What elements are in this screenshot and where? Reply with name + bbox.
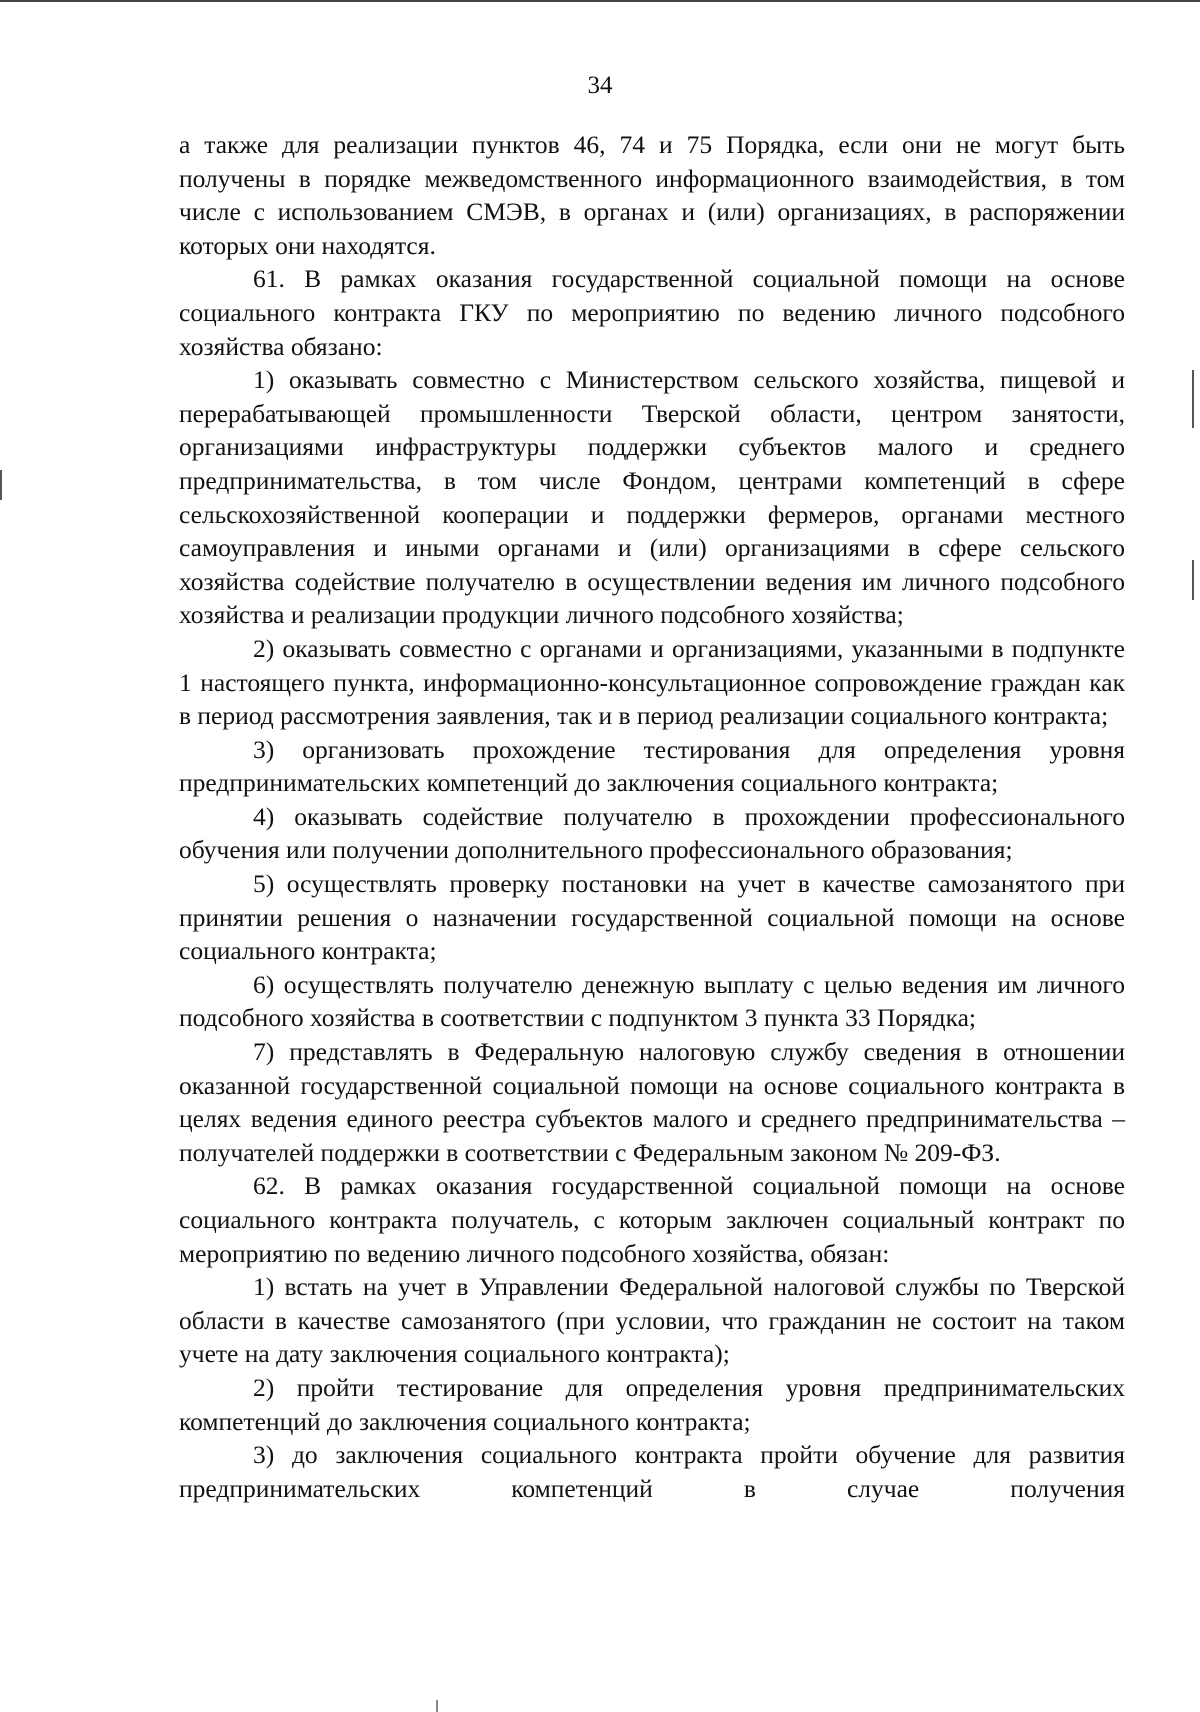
paragraph-62-item-2: 2) пройти тестирование для определения уровня предпринимательских компетенций до заключения социального контракта; xyxy=(179,1372,1125,1436)
paragraph-61-item-3: 3) организовать прохождение тестирования для определения уровня предпринимательских компетенций до заключения социального контракта; xyxy=(179,734,1125,798)
paragraph-61-item-2: 2) оказывать совместно с органами и организациями, указанными в подпункте 1 настоящего пункта, информационно-консультационное сопровождение граждан как в период рассмотрения заявления, так и в период реализации социального контракта; xyxy=(179,633,1125,731)
scan-left-mark xyxy=(0,470,2,500)
paragraph-61-item-7: 7) представлять в Федеральную налоговую службу сведения в отношении оказанной государственной социальной помощи на основе социального контракта в целях ведения единого реестра субъектов малого и среднего предпринимательства – получателей поддержки в соответствии с Федеральным законом № 209-ФЗ. xyxy=(179,1037,1125,1167)
paragraph-61-item-6: 6) осуществлять получателю денежную выплату с целью ведения им личного подсобного хозяйства в соответствии с подпунктом 3 пункта 33 Порядка; xyxy=(179,969,1125,1033)
paragraph-continuation: а также для реализации пунктов 46, 74 и 75 Порядка, если они не могут быть получены в порядке межведомственного информационного взаимодействия, в том числе с использованием СМЭВ, в органах и (или) организациях, в распоряжении которых они находятся. xyxy=(179,130,1125,260)
paragraph-62-item-3: 3) до заключения социального контракта пройти обучение для развития предпринимательских компетенций в случае получения xyxy=(179,1440,1125,1503)
paragraph-62: 62. В рамках оказания государственной социальной помощи на основе социального контракта получатель, с которым заключен социальный контракт по мероприятию по ведению личного подсобного хозяйства, обязан: xyxy=(179,1171,1125,1268)
paragraph-61-item-1: 1) оказывать совместно с Министерством сельского хозяйства, пищевой и перерабатывающей промышленности Тверской области, центром занятости, организациями инфраструктуры поддержки субъектов малого и среднего предпринимательства, в том числе Фондом, центрами компетенций в сфере сельскохозяйственной кооперации и поддержки фермеров, органами местного самоуправления и иными органами и (или) организациями в сфере сельского хозяйства содействие получателю в осуществлении ведения им личного подсобного хозяйства и реализации продукции личного подсобного хозяйства; xyxy=(179,365,1125,630)
scan-right-mark xyxy=(1192,370,1194,428)
paragraph-62-item-1: 1) встать на учет в Управлении Федеральной налоговой службы по Тверской области в качестве самозанятого (при условии, что гражданин не состоит на таком учете на дату заключения социального контракта); xyxy=(179,1272,1125,1369)
paragraph-61-item-5: 5) осуществлять проверку постановки на учет в качестве самозанятого при принятии решения о назначении государственной социальной помощи на основе социального контракта; xyxy=(179,869,1125,966)
paragraph-61-item-4: 4) оказывать содействие получателю в прохождении профессионального обучения или получении дополнительного профессионального образования; xyxy=(179,801,1125,865)
scan-fold-mark xyxy=(436,1700,438,1712)
scan-top-edge xyxy=(0,0,1200,2)
document-body xyxy=(179,128,1125,1505)
paragraph-61: 61. В рамках оказания государственной социальной помощи на основе социального контракта ГКУ по мероприятию по ведению личного подсобного хозяйства обязано: xyxy=(179,264,1125,361)
page-number: 34 xyxy=(587,72,613,99)
scan-right-mark xyxy=(1192,560,1194,600)
